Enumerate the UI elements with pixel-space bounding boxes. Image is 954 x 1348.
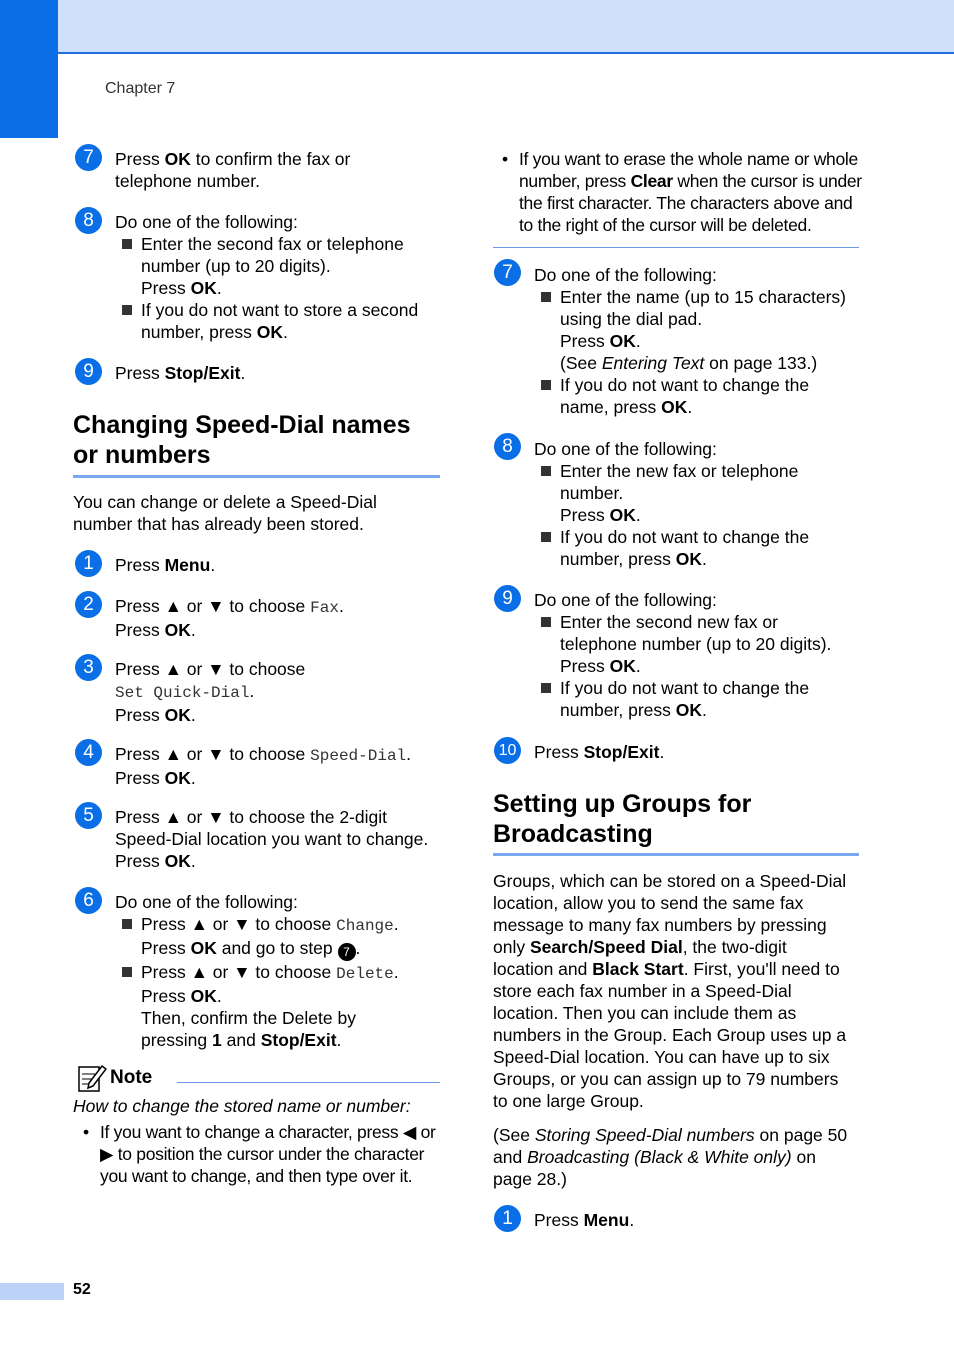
note-bullet: • If you want to change a character, press ◀ or ▶ to position the cursor under the character you want to change, and then type over it. xyxy=(83,1122,436,1186)
step-number-badge: 8 xyxy=(75,207,102,234)
bullet-item: Enter the new fax or telephone number. Press OK. xyxy=(534,460,874,526)
page-number: 52 xyxy=(73,1281,91,1298)
left-column: 7 Press OK to confirm the fax or telephone number. 8 Do one of the following: Enter the second fax or telephone number (up to 20 digits). Press OK. If you do not want to store a second number, press OK. 9 Press Stop/Exit. Changing Speed-Dial names or numbers You can change or delete a Speed-Dial number that has already been stored. 1 Press Menu. 2 Press ▲ or ▼ to choose Fax. Press OK. 3 Press ▲ or ▼ to choose Set Quick-Dial. Press OK. 4 Press ▲ or ▼ to choose Speed-Dial. Press OK. 5 Press ▲ or ▼ to choose the 2-digit Speed-Dial location you want to change. Press OK. 6 Do one of the following: Press ▲ or ▼ to choose Change. Press OK and go to step 7 . Press ▲ or ▼ to choose Delete. Press OK. Then, confirm the Delete by pressing 1 and Stop/Exit. Note How to change the stored name or number: • If you want to change a character, press ◀ or ▶ to position the cursor under the character you want to change, and then type over it. xyxy=(0,0,470,1348)
bullet-item: Press ▲ or ▼ to choose Delete. Press OK. Then, confirm the Delete by pressing 1 and Stop/Exit. xyxy=(115,961,460,1051)
bullet-item: If you do not want to store a second number, press OK. xyxy=(115,299,455,343)
step-number-badge: 6 xyxy=(75,887,102,914)
note-label: Note xyxy=(110,1067,153,1088)
note-pencil-icon xyxy=(75,1061,107,1093)
step-number-badge: 1 xyxy=(494,1205,521,1232)
bullet-item: Enter the name (up to 15 characters) using the dial pad. Press OK. (See Entering Text on page 133.) xyxy=(534,286,874,374)
right-column: • If you want to erase the whole name or whole number, press Clear when the cursor is under the first character. The characters above and to the right of the cursor will be deleted. 7 Do one of the following: Enter the name (up to 15 characters) using the dial pad. Press OK. (See Entering Text on page 133.) If you do not want to change the name, press OK. 8 Do one of the following: Enter the new fax or telephone number. Press OK. If you do not want to change the number, press OK. 9 Do one of the following: Enter the second new fax or telephone number (up to 20 digits). Press OK. If you do not want to change the number, press OK. 10 Press Stop/Exit. Setting up Groups for Broadcasting Groups, which can be stored on a Speed-Dial location, allow you to send the same fax message to many fax numbers by pressing only Search/Speed Dial, the two-digit location and Black Start. First, you'll need to store each fax number in a Speed-Dial location. Then you can include them as numbers in the Group. Each Group uses up a Speed-Dial location. You can have up to six Groups, or you can assign up to 79 numbers to one large Group. (See Storing Speed-Dial numbers on page 50 and Broadcasting (Black & White only) on page 28.) 1 Press Menu. xyxy=(470,0,954,1348)
step-number-badge: 4 xyxy=(75,739,102,766)
bullet-item: Press ▲ or ▼ to choose Change. Press OK and go to step 7 . xyxy=(115,913,460,961)
see-reference: (See Storing Speed-Dial numbers on page 50 and Broadcasting (Black & White only) on page 28.) xyxy=(493,1125,848,1189)
step-number-badge: 9 xyxy=(494,585,521,612)
bullet-item: If you do not want to change the number, press OK. xyxy=(534,526,874,570)
step-number-badge: 7 xyxy=(75,144,102,171)
bullet-item: If you do not want to change the name, press OK. xyxy=(534,374,874,418)
step-number-badge: 2 xyxy=(75,591,102,618)
step-number-badge: 1 xyxy=(75,550,102,577)
heading-underline xyxy=(493,853,859,856)
bullet-item: Enter the second fax or telephone number (up to 20 digits). Press OK. xyxy=(115,233,455,299)
heading-underline xyxy=(73,475,440,478)
step-number-badge: 7 xyxy=(494,259,521,286)
step-number-badge: 3 xyxy=(75,654,102,681)
erase-bullet: • If you want to erase the whole name or whole number, press Clear when the cursor is under the first character. The characters above and to the right of the cursor will be deleted. xyxy=(502,149,862,235)
step-number-badge: 9 xyxy=(75,358,102,385)
section-heading-groups: Setting up Groups for Broadcasting xyxy=(493,790,752,848)
bullet-item: If you do not want to change the number, press OK. xyxy=(534,677,874,721)
note-heading: How to change the stored name or number: xyxy=(73,1096,411,1116)
section-heading-speed-dial: Changing Speed-Dial names or numbers xyxy=(73,411,411,469)
chapter-label: Chapter 7 xyxy=(105,80,176,97)
bullet-item: Enter the second new fax or telephone number (up to 20 digits). Press OK. xyxy=(534,611,874,677)
page-number-tab xyxy=(0,1283,64,1300)
note-end-rule xyxy=(493,247,859,248)
step-number-badge: 8 xyxy=(494,433,521,460)
groups-paragraph: Groups, which can be stored on a Speed-Dial location, allow you to send the same fax message to many fax numbers by pressing only Search/Speed Dial, the two-digit location and Black Start. First, you'll need to store each fax number in a Speed-Dial location. Then you can include them as numbers in the Group. Each Group uses up a Speed-Dial location. You can have up to six Groups, or you can assign up to 79 numbers to one large Group. xyxy=(493,871,847,1111)
step-reference-badge: 7 xyxy=(338,943,356,961)
step-number-badge: 5 xyxy=(75,802,102,829)
note-rule xyxy=(177,1082,440,1083)
step-number-badge: 10 xyxy=(494,737,521,764)
section-intro: You can change or delete a Speed-Dial number that has already been stored. xyxy=(73,492,377,534)
